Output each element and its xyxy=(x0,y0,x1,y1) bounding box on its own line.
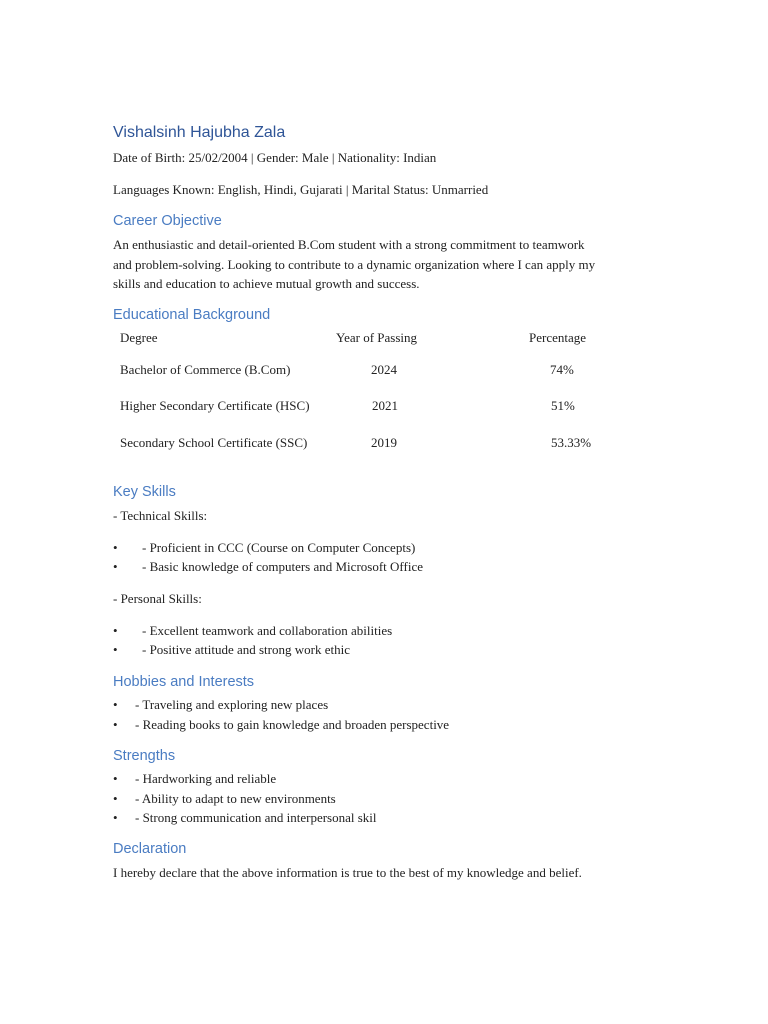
bullet-icon: • xyxy=(113,697,118,712)
bullet-icon: • xyxy=(113,642,118,657)
table-cell-year: 2021 xyxy=(372,398,398,413)
bullet-icon: • xyxy=(113,810,118,825)
column-header-year: Year of Passing xyxy=(336,330,418,345)
objective-line-3: skills and education to achieve mutual growth and success. xyxy=(113,276,420,291)
objective-line-2: and problem-solving. Looking to contribute to a dynamic organization where I can apply my xyxy=(113,257,596,272)
personal-skills-label: - Personal Skills: xyxy=(113,591,202,606)
table-cell-year: 2024 xyxy=(371,362,397,377)
bullet-icon: • xyxy=(113,791,118,806)
career-objective-heading: Career Objective xyxy=(113,213,222,229)
table-cell-percentage: 53.33% xyxy=(551,435,592,450)
bullet-icon: • xyxy=(113,559,118,574)
bullet-icon: • xyxy=(113,717,118,732)
strength-item: - Strong communication and interpersonal skil xyxy=(135,810,377,825)
table-cell-degree: Bachelor of Commerce (B.Com) xyxy=(120,362,291,377)
column-header-degree: Degree xyxy=(120,330,158,345)
table-cell-percentage: 51% xyxy=(551,398,575,413)
table-cell-degree: Secondary School Certificate (SSC) xyxy=(120,435,308,450)
bullet-icon: • xyxy=(113,540,118,555)
bullet-icon: • xyxy=(113,771,118,786)
strength-item: - Ability to adapt to new environments xyxy=(135,791,336,806)
personal-skill-item: - Positive attitude and strong work ethic xyxy=(142,642,350,657)
personal-info-line-1: Date of Birth: 25/02/2004 | Gender: Male | Nationality: Indian xyxy=(113,150,437,165)
column-header-percentage: Percentage xyxy=(529,330,587,345)
table-cell-degree: Higher Secondary Certificate (HSC) xyxy=(120,398,310,413)
personal-skill-item: - Excellent teamwork and collaboration abilities xyxy=(142,623,393,638)
education-heading: Educational Background xyxy=(113,307,271,323)
candidate-name: Vishalsinh Hajubha Zala xyxy=(113,124,286,141)
declaration-heading: Declaration xyxy=(113,841,187,857)
table-cell-year: 2019 xyxy=(371,435,397,450)
key-skills-heading: Key Skills xyxy=(113,484,176,500)
personal-info-line-2: Languages Known: English, Hindi, Gujarati | Marital Status: Unmarried xyxy=(113,182,489,197)
technical-skill-item: - Proficient in CCC (Course on Computer Concepts) xyxy=(142,540,416,555)
strengths-heading: Strengths xyxy=(113,748,176,764)
table-cell-percentage: 74% xyxy=(550,362,574,377)
bullet-icon: • xyxy=(113,623,118,638)
strength-item: - Hardworking and reliable xyxy=(135,771,277,786)
hobby-item: - Traveling and exploring new places xyxy=(135,697,329,712)
hobby-item: - Reading books to gain knowledge and broaden perspective xyxy=(135,717,450,732)
objective-line-1: An enthusiastic and detail-oriented B.Com student with a strong commitment to teamwork xyxy=(113,237,585,252)
hobbies-heading: Hobbies and Interests xyxy=(113,674,255,690)
declaration-text: I hereby declare that the above information is true to the best of my knowledge and belief. xyxy=(113,865,582,880)
technical-skill-item: - Basic knowledge of computers and Microsoft Office xyxy=(142,559,423,574)
technical-skills-label: - Technical Skills: xyxy=(113,508,208,523)
